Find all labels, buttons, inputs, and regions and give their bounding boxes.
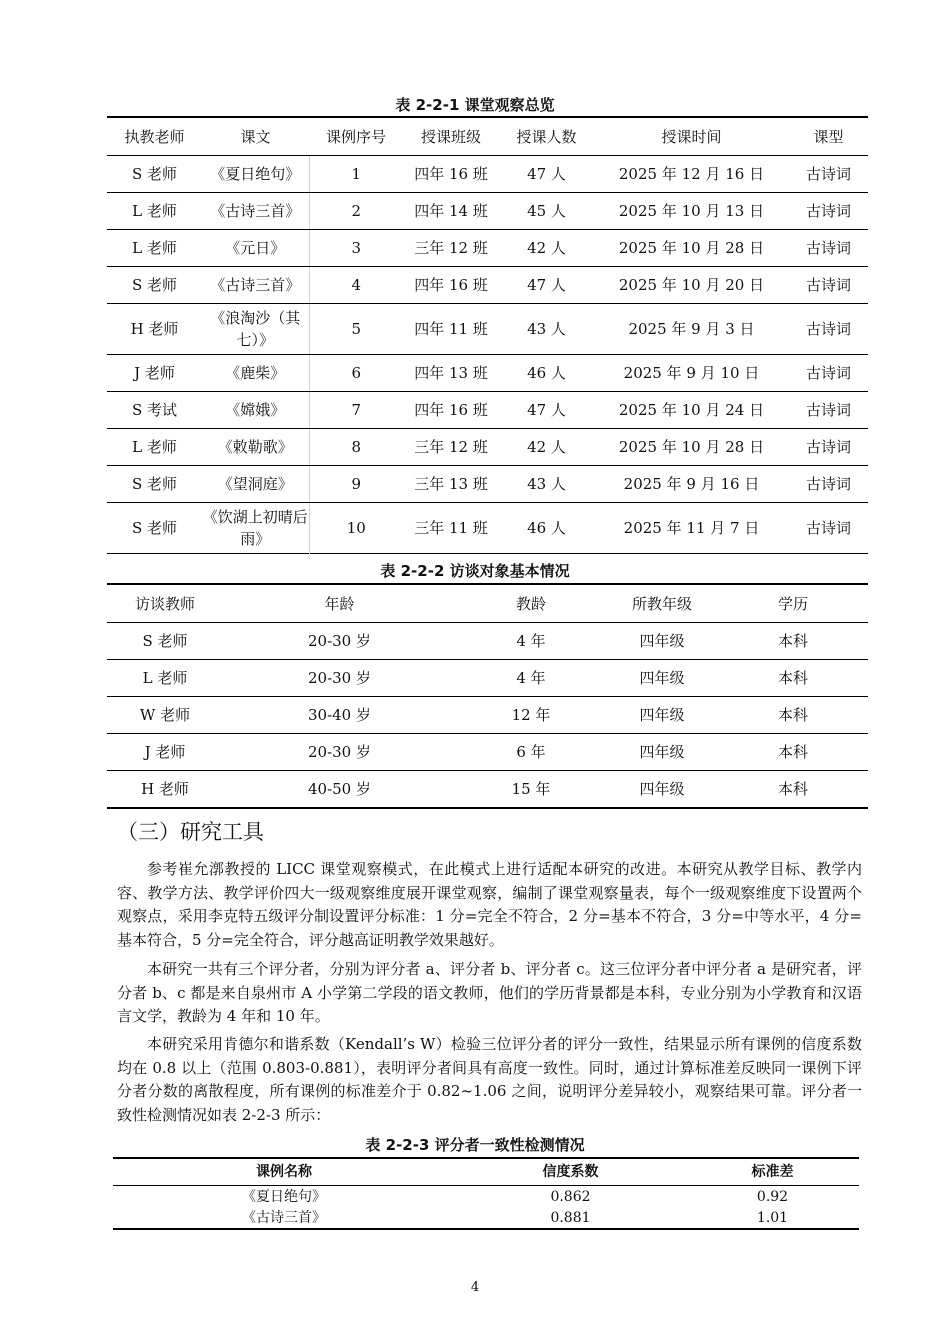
table-cell: 47 人 <box>499 156 594 193</box>
table-cell: H 老师 <box>107 304 202 355</box>
table-cell: S 老师 <box>107 466 202 503</box>
classroom-observation-table <box>107 116 868 554</box>
table-cell: 三年 12 班 <box>403 230 499 267</box>
table-cell: 5 <box>309 304 403 355</box>
table-cell: 2025 年 9 月 3 日 <box>594 304 789 355</box>
table-header-row <box>107 584 868 623</box>
table-cell: 6 <box>309 355 403 392</box>
table-cell: S 老师 <box>131 519 178 537</box>
table-cell: 四年 14 班 <box>403 193 499 230</box>
table-cell: 1 <box>309 156 403 193</box>
header-cell: 课例序号 <box>309 117 403 156</box>
table-cell: 古诗词 <box>789 230 868 267</box>
table-cell: 9 <box>309 466 403 503</box>
table-cell: 古诗词 <box>789 392 868 429</box>
table-cell: 0.881 <box>550 1209 591 1226</box>
table-row <box>107 429 868 466</box>
table-cell: 《浪淘沙（其七）》 <box>202 304 309 355</box>
table-cell: 四年 16 班 <box>403 392 499 429</box>
table-cell: 2025 年 10 月 24 日 <box>594 392 789 429</box>
table-cell: 《夏日绝句》 <box>202 156 309 193</box>
table-cell: 2025 年 12 月 16 日 <box>594 156 789 193</box>
table-cell: 2 <box>309 193 403 230</box>
table-cell: 《饮湖上初晴后雨》 <box>202 503 309 554</box>
table-cell: 20-30 岁 <box>223 660 456 697</box>
header-cell: 所教年级 <box>606 584 718 623</box>
table-cell: 四年 16 班 <box>403 156 499 193</box>
header-cell: 学历 <box>718 584 868 623</box>
table-cell: S 考试 <box>107 392 202 429</box>
table-caption: 表 2-2-3 评分者一致性检测情况 <box>365 1136 585 1154</box>
table-cell: 2025 年 11 月 7 日 <box>623 519 760 537</box>
table-cell: 15 年 <box>511 780 551 798</box>
table-cell: 2025 年 10 月 28 日 <box>594 230 789 267</box>
table-cell: 46 人 <box>527 519 566 537</box>
table-header-row <box>113 1158 859 1186</box>
table-row <box>113 1207 859 1229</box>
table-cell: 2025 年 10 月 28 日 <box>594 429 789 466</box>
table-row <box>107 193 868 230</box>
table-cell: 2025 年 10 月 13 日 <box>594 193 789 230</box>
table-cell: 2025 年 10 月 20 日 <box>594 267 789 304</box>
table-cell: 4 年 <box>456 623 606 660</box>
table-cell: 2025 年 9 月 16 日 <box>594 466 789 503</box>
header-cell: 执教老师 <box>107 117 202 156</box>
table-cell: 0.862 <box>550 1188 591 1205</box>
table-cell: 四年级 <box>606 660 718 697</box>
table-cell: 12 年 <box>456 697 606 734</box>
body-paragraph: 本研究一共有三个评分者，分别为评分者 a、评分者 b、评分者 c。这三位评分者中评分者 a 是研究者，评分者 b、c 都是来自泉州市 A 小学第二学段的语文教师，他们的学历背景都是本科，专业分别为小学教育和汉语言文学，教龄为 4 年和 10 年。 <box>117 960 862 1025</box>
table-cell: L 老师 <box>107 230 202 267</box>
table-cell: 4 年 <box>456 660 606 697</box>
table-cell: H 老师 <box>141 780 189 798</box>
table-cell: 43 人 <box>499 466 594 503</box>
body-paragraph: 参考崔允漷教授的 LICC 课堂观察模式，在此模式上进行适配本研究的改进。本研究从教学目标、教学内容、教学方法、教学评价四大一级观察维度展开课堂观察，编制了课堂观察量表，每个一级观察维度下设置两个观察点，采用李克特五级评分制设置评分标准：1 分=完全不符合，2 分=基本不符合，3 分=中等水平，4 分=基本符合，5 分=完全符合，评分越高证明教学效果越好。 <box>117 860 862 949</box>
table-cell: 四年级 <box>606 734 718 771</box>
table-cell: S 老师 <box>107 623 223 660</box>
table-cell: 四年级 <box>606 623 718 660</box>
table-cell: 6 年 <box>456 734 606 771</box>
table-cell: 古诗词 <box>789 466 868 503</box>
table-cell: 40-50 岁 <box>307 780 371 798</box>
table-row <box>107 697 868 734</box>
table-cell: L 老师 <box>107 660 223 697</box>
table-cell: 四年 11 班 <box>403 304 499 355</box>
page-number: 4 <box>470 1280 480 1295</box>
table-cell: 45 人 <box>499 193 594 230</box>
table-cell: 10 <box>346 519 366 537</box>
table-cell: 本科 <box>718 623 868 660</box>
table-row <box>113 1186 859 1208</box>
table-cell: S 老师 <box>107 156 202 193</box>
table-cell: 42 人 <box>499 230 594 267</box>
table-row <box>107 156 868 193</box>
table-cell: 42 人 <box>499 429 594 466</box>
table-cell: 46 人 <box>499 355 594 392</box>
table-cell: 47 人 <box>499 267 594 304</box>
header-cell: 访谈教师 <box>107 584 223 623</box>
table-cell: 古诗词 <box>789 355 868 392</box>
header-cell: 教龄 <box>456 584 606 623</box>
table-cell: 3 <box>309 230 403 267</box>
interviewee-table <box>107 583 868 809</box>
table-cell: 三年 12 班 <box>403 429 499 466</box>
table-row <box>107 503 868 554</box>
table-cell: 20-30 岁 <box>223 623 456 660</box>
table-row <box>107 734 868 771</box>
table-cell: 《夏日绝句》 <box>242 1188 326 1205</box>
table-caption: 表 2-2-1 课堂观察总览 <box>395 96 555 114</box>
table-header-row <box>107 117 868 156</box>
table-cell: 《古诗三首》 <box>242 1209 326 1226</box>
table-cell: 4 <box>309 267 403 304</box>
table-cell: 《元日》 <box>202 230 309 267</box>
table-row <box>107 267 868 304</box>
table-cell: 古诗词 <box>789 304 868 355</box>
table-cell: L 老师 <box>107 429 202 466</box>
table-cell: 古诗词 <box>789 156 868 193</box>
table-cell: 本科 <box>718 734 868 771</box>
header-cell: 年龄 <box>223 584 456 623</box>
header-cell: 课文 <box>202 117 309 156</box>
table-cell: 古诗词 <box>789 267 868 304</box>
table-cell: 30-40 岁 <box>223 697 456 734</box>
table-cell: J 老师 <box>107 734 223 771</box>
table-cell: 《鹿柴》 <box>202 355 309 392</box>
table-row <box>107 623 868 660</box>
header-cell: 课型 <box>789 117 868 156</box>
table-cell: 20-30 岁 <box>223 734 456 771</box>
table-cell: 四年级 <box>639 780 685 798</box>
table-cell: 47 人 <box>499 392 594 429</box>
table-cell: 三年 11 班 <box>414 519 488 537</box>
table-cell: 43 人 <box>499 304 594 355</box>
table-row <box>107 392 868 429</box>
table-cell: 0.92 <box>756 1188 789 1205</box>
table-cell: 7 <box>309 392 403 429</box>
header-cell: 授课班级 <box>403 117 499 156</box>
table-cell: 古诗词 <box>805 519 851 537</box>
table-cell: J 老师 <box>107 355 202 392</box>
table-cell: 四年级 <box>606 697 718 734</box>
table-cell: S 老师 <box>107 267 202 304</box>
table-row <box>107 660 868 697</box>
section-heading: （三）研究工具 <box>117 820 264 844</box>
header-cell: 标准差 <box>686 1158 859 1186</box>
table-row <box>107 771 868 809</box>
table-cell: 《嫦娥》 <box>202 392 309 429</box>
table-cell: 2025 年 9 月 10 日 <box>594 355 789 392</box>
table-cell: 本科 <box>718 660 868 697</box>
table-cell: 《古诗三首》 <box>202 193 309 230</box>
table-row <box>107 355 868 392</box>
rater-consistency-table <box>113 1157 859 1230</box>
table-cell: 古诗词 <box>789 193 868 230</box>
table-cell: L 老师 <box>107 193 202 230</box>
header-cell: 授课时间 <box>594 117 789 156</box>
header-cell: 授课人数 <box>499 117 594 156</box>
table-cell: 1.01 <box>756 1209 789 1226</box>
table-cell: 四年 13 班 <box>403 355 499 392</box>
table-cell: 三年 13 班 <box>403 466 499 503</box>
table-row <box>107 466 868 503</box>
table-row <box>107 230 868 267</box>
table-cell: 《敕勒歌》 <box>202 429 309 466</box>
header-cell: 课例名称 <box>113 1158 455 1186</box>
table-cell: 《望洞庭》 <box>202 466 309 503</box>
table-caption: 表 2-2-2 访谈对象基本情况 <box>380 562 570 580</box>
table-row <box>107 304 868 355</box>
header-cell: 信度系数 <box>455 1158 686 1186</box>
table-cell: 8 <box>309 429 403 466</box>
table-cell: 本科 <box>777 780 808 798</box>
table-cell: W 老师 <box>107 697 223 734</box>
body-paragraph: 本研究采用肯德尔和谐系数（Kendall’s W）检验三位评分者的评分一致性，结果显示所有课例的信度系数均在 0.8 以上（范围 0.803-0.881），表明评分者间具有高度一致性。同时，通过计算标准差反映同一课例下评分者分数的离散程度，所有课例的标准差介于 0.82~1.06 之间，说明评分差异较小，观察结果可靠。评分者一致性检测情况如表 2-2-3 所示： <box>117 1035 862 1124</box>
table-cell: 本科 <box>718 697 868 734</box>
table-cell: 四年 16 班 <box>403 267 499 304</box>
table-cell: 《古诗三首》 <box>202 267 309 304</box>
table-cell: 古诗词 <box>789 429 868 466</box>
